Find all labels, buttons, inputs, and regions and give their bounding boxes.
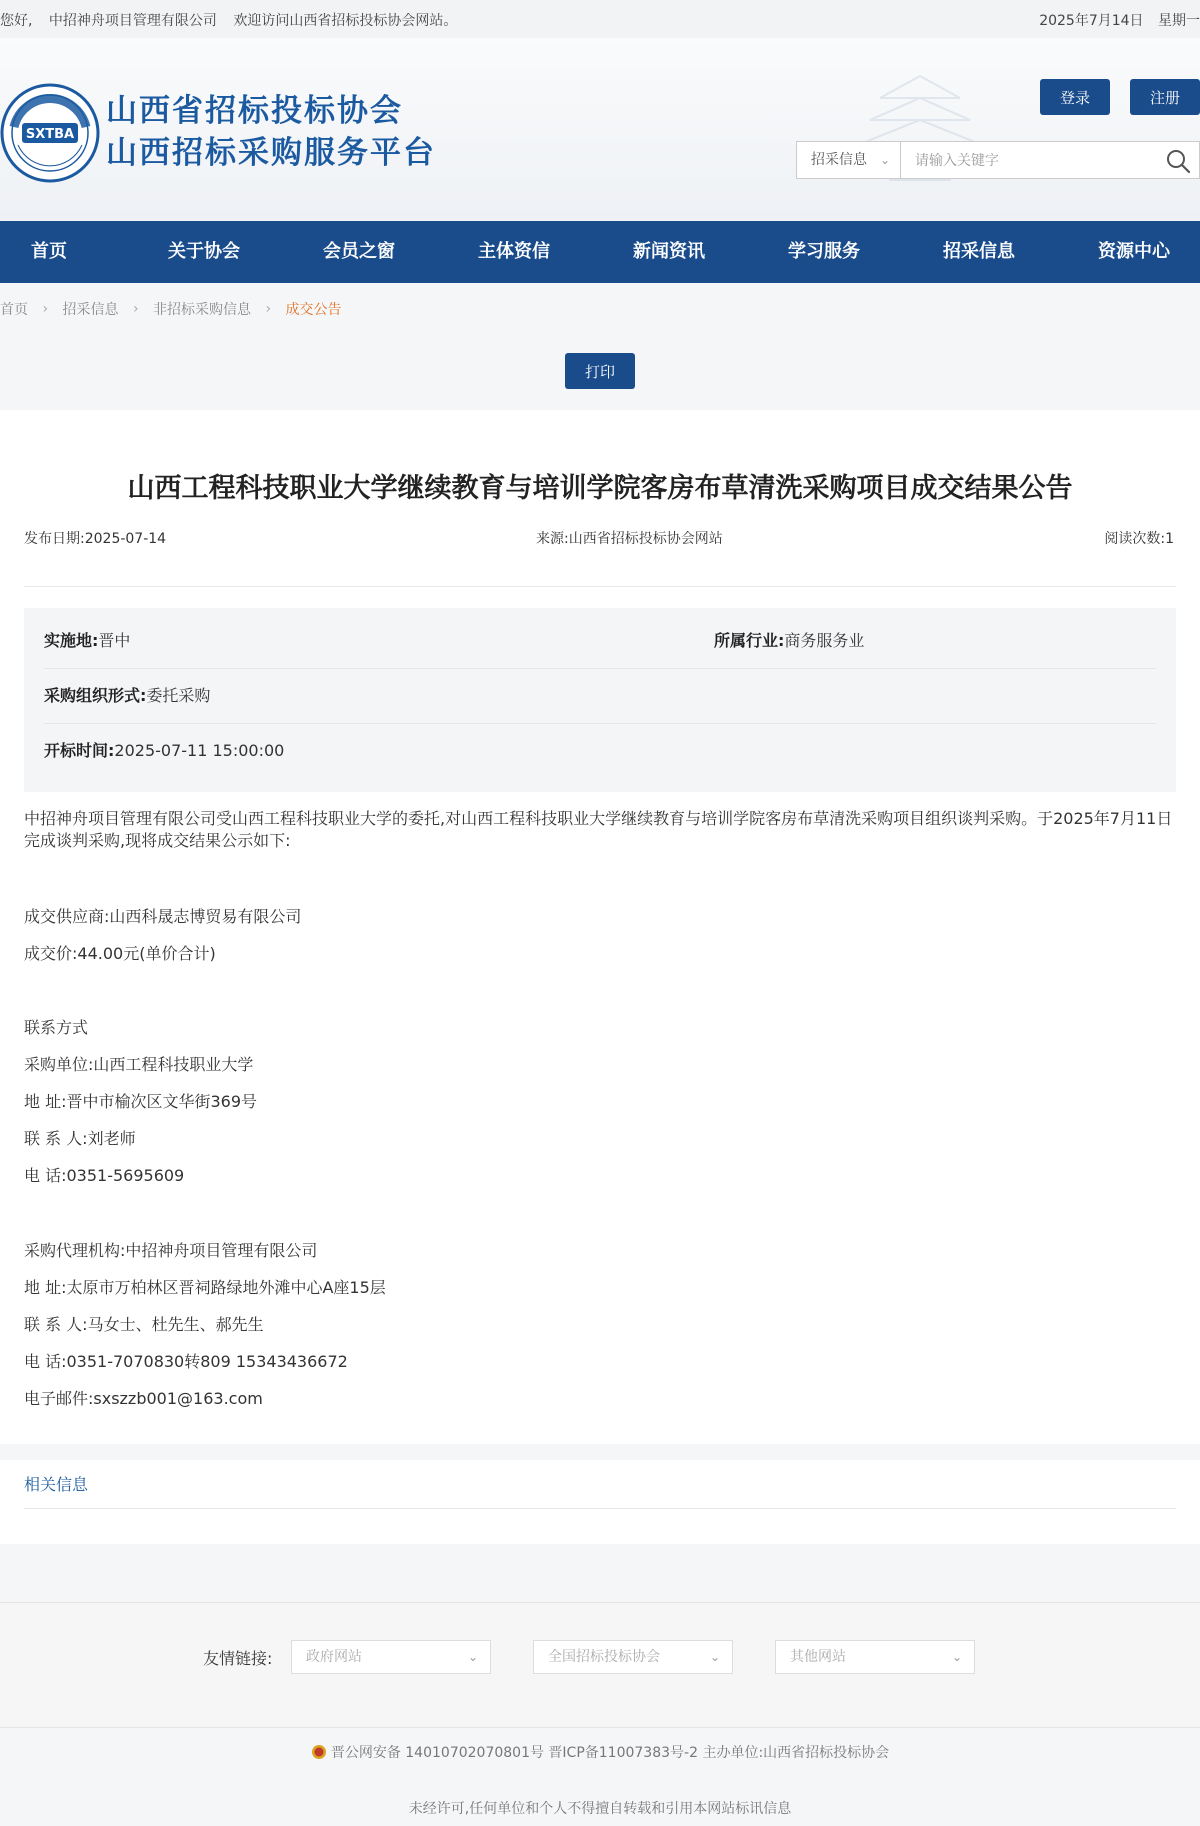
article-intro: 中招神舟项目管理有限公司受山西工程科技职业大学的委托,对山西工程科技职业大学继续教育与培训学院客房布草清洗采购项目组织谈判采购。于2025年7月11日完成谈判采购,现将成交结果公示如下: [24,809,1173,850]
agent-phone: 电 话:0351-7070830转809 15343436672 [24,1352,348,1371]
chevron-down-icon: ⌄ [951,1650,962,1664]
supplier-line: 成交供应商:山西科晟志博贸易有限公司 [24,907,302,926]
location-label: 实施地: [44,631,99,650]
gov-sites-label: 政府网站 [306,1649,362,1665]
agent-unit: 采购代理机构:中招神舟项目管理有限公司 [24,1241,318,1260]
open-time-label: 开标时间: [44,741,115,760]
gov-sites-select[interactable] [291,1640,491,1674]
buyer-contact: 联 系 人:刘老师 [24,1129,136,1148]
info-row-location [44,614,1156,669]
article-source: 来源:山西省招标投标协会网站 [536,531,723,547]
form-value: 委托采购 [146,686,211,705]
footer-record-text: 晋公网安备 14010702070801号 晋ICP备11007383号-2 主办单位:山西省招标投标协会 [330,1745,890,1761]
print-button[interactable]: 打印 [565,353,635,389]
date-text: 2025年7月14日 [1039,13,1144,29]
nav-item-home[interactable]: 首页 [31,241,67,262]
chevron-right-icon: › [265,301,272,317]
national-assoc-select[interactable] [533,1640,733,1674]
breadcrumb [0,299,342,319]
logo-line-2: 山西招标采购服务平台 [106,135,436,171]
other-sites-select[interactable] [775,1640,975,1674]
nav-item-procurement[interactable]: 招采信息 [943,241,1015,262]
contact-heading: 联系方式 [24,1018,89,1037]
welcome-text: 欢迎访问山西省招标投标协会网站。 [233,13,458,29]
agent-contact: 联 系 人:马女士、杜先生、郝先生 [24,1315,264,1334]
greeting-area [0,10,469,30]
police-badge-icon [311,1744,327,1760]
date-display [1029,10,1200,30]
breadcrumb-current[interactable]: 成交公告 [285,302,342,318]
agent-address: 地 址:太原市万柏林区晋祠路绿地外滩中心A座15层 [24,1278,386,1297]
login-button[interactable]: 登录 [1040,79,1110,115]
search-input[interactable] [913,146,1147,176]
nav-item-about[interactable]: 关于协会 [168,241,240,262]
chevron-right-icon: › [132,301,139,317]
logo-line-1: 山西省招标投标协会 [106,93,403,129]
buyer-phone: 电 话:0351-5695609 [24,1166,185,1185]
form-label: 采购组织形式: [44,686,147,705]
footer-copyright: 未经许可,任何单位和个人不得擅自转载和引用本网站标讯信息 [408,1801,792,1817]
friendly-links [0,1602,1200,1728]
buyer-unit: 采购单位:山西工程科技职业大学 [24,1055,254,1074]
article-title: 山西工程科技职业大学继续教育与培训学院客房布草清洗采购项目成交结果公告 [127,473,1073,504]
nav-item-learning[interactable]: 学习服务 [788,241,860,262]
industry-field [714,614,864,668]
site-logo-text[interactable] [106,90,436,174]
other-sites-label: 其他网站 [790,1649,846,1665]
price-line: 成交价:44.00元(单价合计) [24,944,216,963]
register-button[interactable]: 注册 [1130,79,1200,115]
meta-divider [24,586,1176,587]
info-row-form [44,669,1156,724]
industry-label: 所属行业: [714,631,785,650]
search-category-select[interactable] [797,142,901,178]
chevron-down-icon: ⌄ [879,153,890,167]
project-info-box [24,608,1176,792]
nav-item-members[interactable]: 会员之窗 [323,241,395,262]
agent-email: 电子邮件:sxszzb001@163.com [24,1389,263,1408]
top-bar [0,0,1200,38]
national-assoc-label: 全国招标投标协会 [548,1649,660,1665]
related-divider [24,1508,1176,1509]
user-company: 中招神舟项目管理有限公司 [48,13,217,29]
search-category-label: 招采信息 [811,152,867,168]
search-box [796,141,1200,179]
location-value: 晋中 [98,631,131,650]
related-panel [0,1460,1200,1544]
greeting-text: 您好, [0,13,33,29]
main-nav [0,221,1200,283]
footer-record [0,1742,1200,1762]
industry-value: 商务服务业 [784,631,865,650]
chevron-down-icon: ⌄ [709,1650,720,1664]
weekday-text: 星期一 [1158,13,1200,29]
view-count: 阅读次数:1 [1104,531,1174,547]
publish-date: 发布日期:2025-07-14 [24,531,167,547]
sxtba-logo-icon [0,83,100,183]
nav-item-resources[interactable]: 资源中心 [1098,241,1170,262]
nav-item-news[interactable]: 新闻资讯 [633,241,705,262]
logo-emblem-text: SXTBA [25,127,75,142]
breadcrumb-home[interactable]: 首页 [0,302,28,318]
site-header [0,38,1200,221]
breadcrumb-procurement[interactable]: 招采信息 [62,302,119,318]
chevron-right-icon: › [42,301,49,317]
open-time-value: 2025-07-11 15:00:00 [114,741,285,760]
breadcrumb-non-tender[interactable]: 非招标采购信息 [153,302,252,318]
nav-item-credit[interactable]: 主体资信 [478,241,550,262]
article-panel [0,410,1200,1444]
related-title: 相关信息 [24,1475,89,1494]
chevron-down-icon: ⌄ [467,1650,478,1664]
buyer-address: 地 址:晋中市榆次区文华街369号 [24,1092,258,1111]
info-row-open-time [44,724,1156,778]
search-icon[interactable] [1165,148,1191,174]
friendly-links-label: 友情链接: [203,1649,273,1668]
